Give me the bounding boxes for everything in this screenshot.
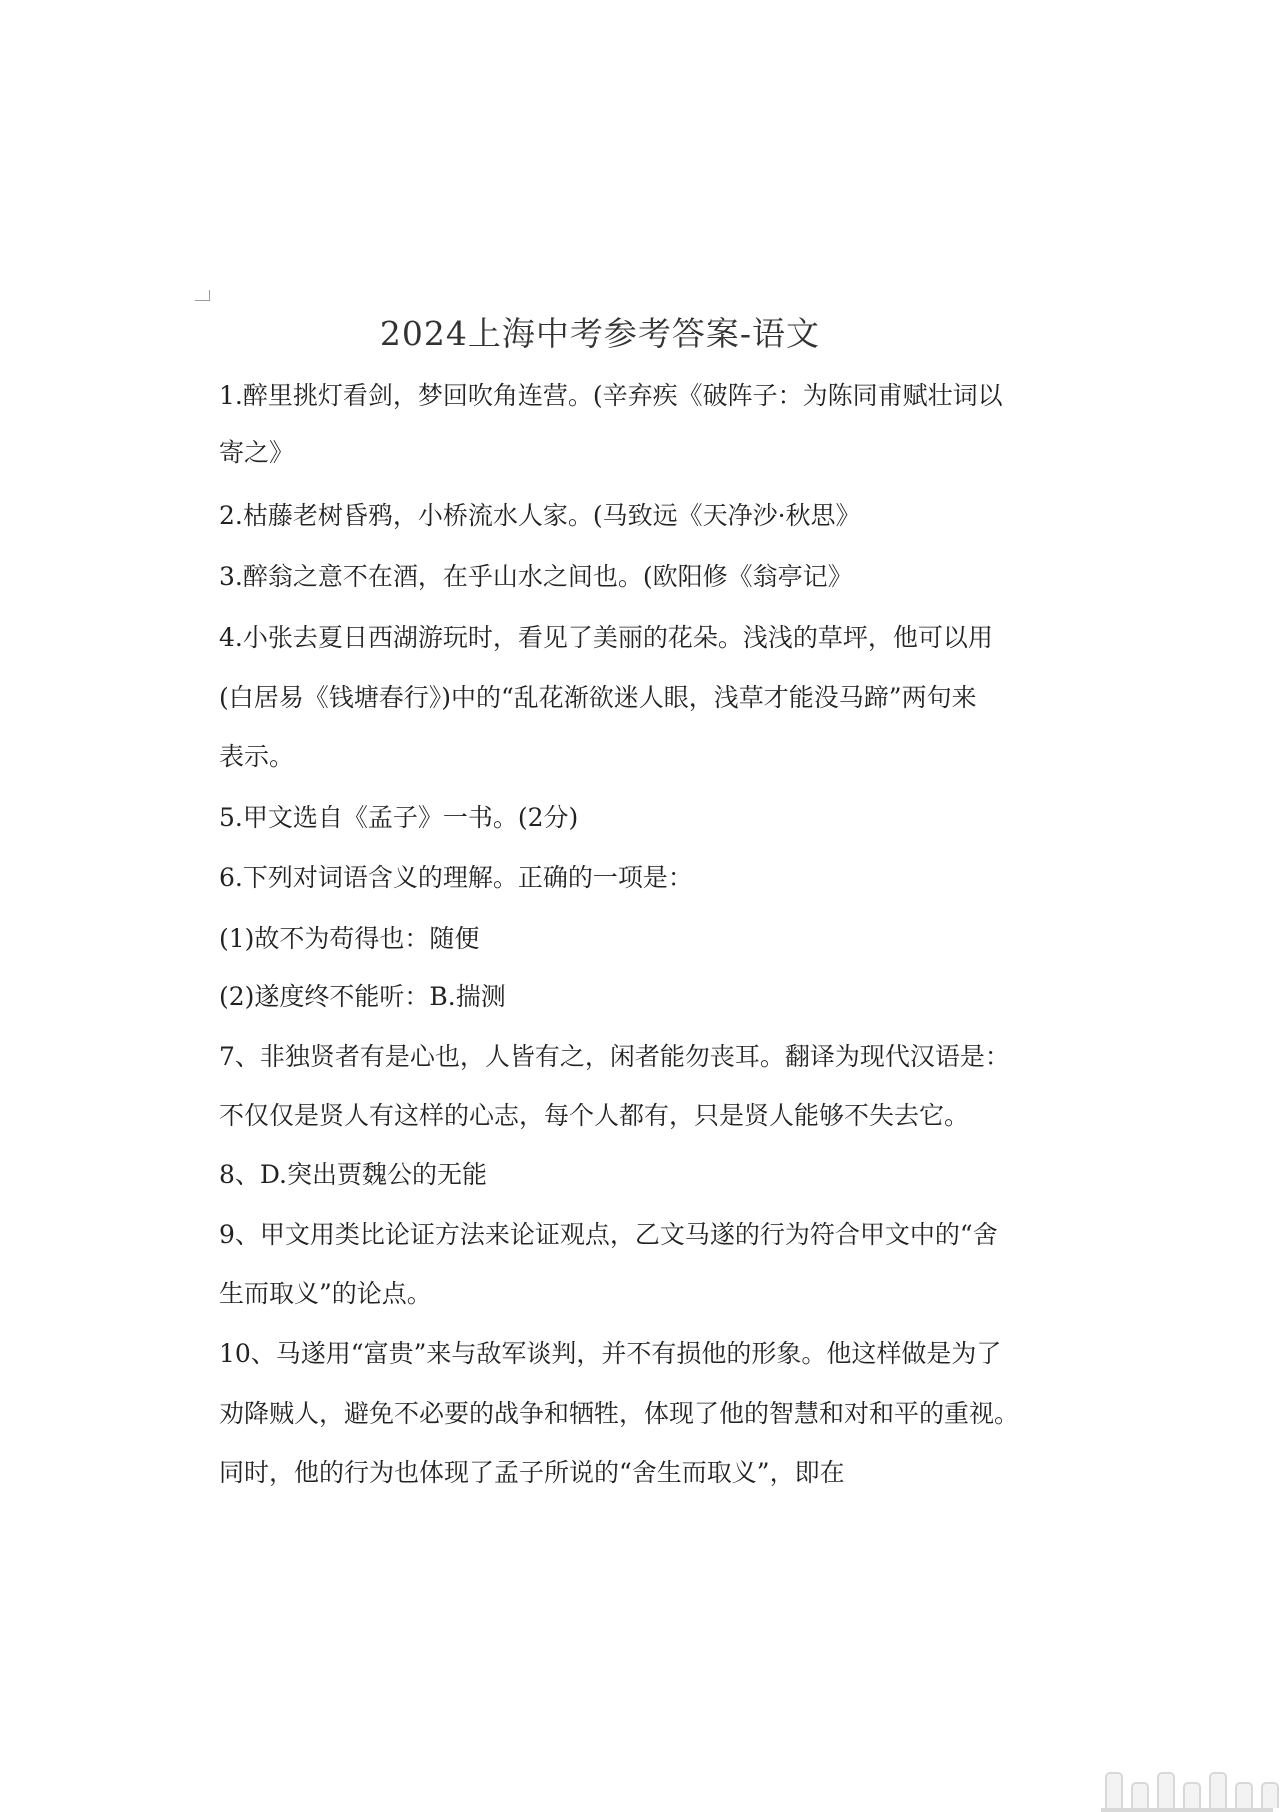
watermark-bar xyxy=(1183,1782,1201,1808)
answer-line-16: 生而取义”的论点。 xyxy=(219,1279,432,1308)
watermark-logo xyxy=(1105,1772,1279,1808)
answer-line-10: (1)故不为苟得也：随便 xyxy=(219,924,480,953)
answer-line-14: 8、D.突出贾魏公的无能 xyxy=(219,1160,488,1189)
answer-line-2: 寄之》 xyxy=(219,438,295,467)
answer-line-6: (白居易《钱塘春行》)中的“乱花渐欲迷人眼，浅草才能没马蹄”两句来 xyxy=(219,683,977,712)
answer-line-13: 不仅仅是贤人有这样的心志，每个人都有，只是贤人能够不失去它。 xyxy=(219,1101,970,1130)
answer-line-4: 3.醉翁之意不在酒，在乎山水之间也。(欧阳修《翁亭记》 xyxy=(219,562,853,591)
answer-line-17: 10、马遂用“富贵”来与敌军谈判，并不有损他的形象。他这样做是为了 xyxy=(219,1339,1002,1368)
watermark-bar xyxy=(1261,1782,1279,1808)
watermark-bar xyxy=(1235,1782,1253,1808)
answer-line-5: 4.小张去夏日西湖游玩时，看见了美丽的花朵。浅浅的草坪，他可以用 xyxy=(219,623,993,652)
answer-line-11: (2)遂度终不能听：B.揣测 xyxy=(219,982,506,1011)
watermark-bar xyxy=(1209,1772,1227,1808)
answer-line-7: 表示。 xyxy=(219,742,295,771)
page-corner-mark xyxy=(195,290,210,301)
watermark-bar xyxy=(1105,1772,1123,1808)
answer-line-18: 劝降贼人，避免不必要的战争和牺牲，体现了他的智慧和对和平的重视。 xyxy=(219,1399,1020,1428)
answer-line-8: 5.甲文选自《孟子》一书。(2分) xyxy=(219,803,579,832)
answer-line-1: 1.醉里挑灯看剑，梦回吹角连营。(辛弃疾《破阵子：为陈同甫赋壮词以 xyxy=(219,381,1003,410)
watermark-bar xyxy=(1131,1782,1149,1808)
answer-line-9: 6.下列对词语含义的理解。正确的一项是： xyxy=(219,863,693,892)
answer-line-15: 9、甲文用类比论证方法来论证观点，乙文马遂的行为符合甲文中的“舍 xyxy=(219,1220,998,1249)
answer-line-3: 2.枯藤老树昏鸦，小桥流水人家。(马致远《天净沙·秋思》 xyxy=(219,501,861,530)
answer-line-19: 同时，他的行为也体现了孟子所说的“舍生而取义”，即在 xyxy=(219,1458,845,1487)
watermark-bar xyxy=(1157,1772,1175,1808)
document-title: 2024上海中考参考答案-语文 xyxy=(379,314,821,353)
answer-line-12: 7、非独贤者有是心也，人皆有之，闲者能勿丧耳。翻译为现代汉语是： xyxy=(219,1042,1010,1071)
